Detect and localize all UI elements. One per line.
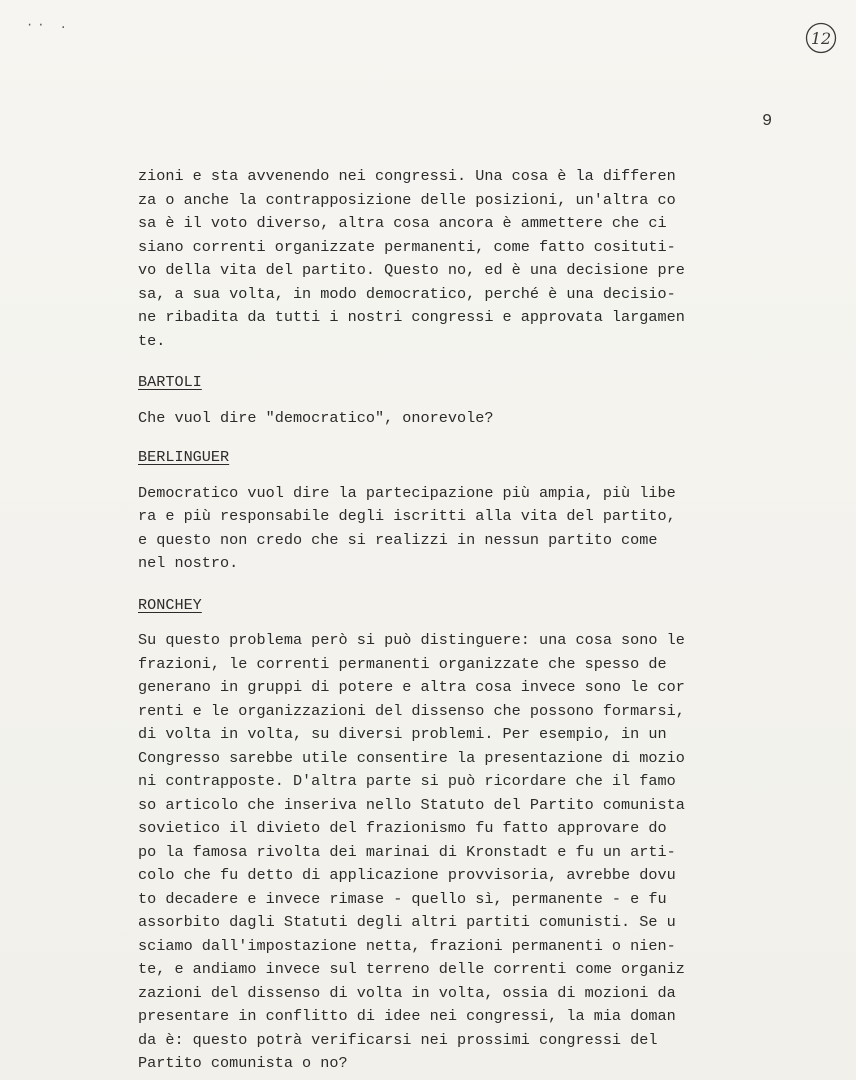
corner-marks: ·· . xyxy=(26,18,71,32)
speaker-name-berlinguer: BERLINGUER xyxy=(138,448,230,466)
paragraph-berlinguer-answer: Democratico vuol dire la partecipazione più ampia, più libe ra e più responsabile degli iscritti alla vita del partito, e questo non credo che si realizzi in nessun partito come nel nostro. xyxy=(138,483,676,572)
page-stamp-number: 12 xyxy=(810,29,832,48)
page-stamp-circle xyxy=(805,22,837,54)
page-number: 9 xyxy=(762,112,773,131)
paragraph-ronchey-question: Su questo problema però si può distinguere: una cosa sono le frazioni, le correnti permanenti organizzate che spesso de generano in gruppi di potere e altra cosa invece sono le cor renti e le organizzazioni del dissenso che possono formarsi, di volta in volta, su diversi problemi. Per esempio, in un Congresso sarebbe utile consentire la presentazione di mozio ni contrapposte. D'altra parte si può ricordare che il famo so articolo che inseriva nello Statuto del Partito comunista sovietico il divieto del frazionismo fu fatto approvare do po la famosa rivolta dei marinai di Kronstadt e fu un arti- colo che fu detto di applicazione provvisoria, avrebbe dovu to decadere e invece rimase - quello sì, permanente - e fu assorbito dagli Statuti degli altri partiti comunisti. Se u sciamo dall'impostazione netta, frazioni permanenti o nien- te, e andiamo invece sul terreno delle correnti come organiz zazioni del dissenso di volta in volta, ossia di mozioni da presentare in conflitto di idee nei congressi, la mia doman da è: questo potrà verificarsi nei prossimi congressi del Partito comunista o no? xyxy=(138,631,685,1072)
paragraph-bartoli-question: Che vuol dire "democratico", onorevole? xyxy=(138,408,494,427)
speaker-name-ronchey: RONCHEY xyxy=(138,595,202,614)
speaker-name-bartoli: BARTOLI xyxy=(138,373,202,391)
transcript-body xyxy=(138,165,788,1076)
paragraph-opening: zioni e sta avvenendo nei congressi. Una cosa è la differen za o anche la contrapposizione delle posizioni, un'altra co sa è il voto diverso, altra cosa ancora è ammettere che ci siano correnti organizzate permanenti, come fatto cosituti- vo della vita del partito. Questo no, ed è una decisione pre sa, a sua volta, in modo democratico, perché è una decisio- ne ribadita da tutti i nostri congressi e approvata largamen te. xyxy=(138,167,685,350)
